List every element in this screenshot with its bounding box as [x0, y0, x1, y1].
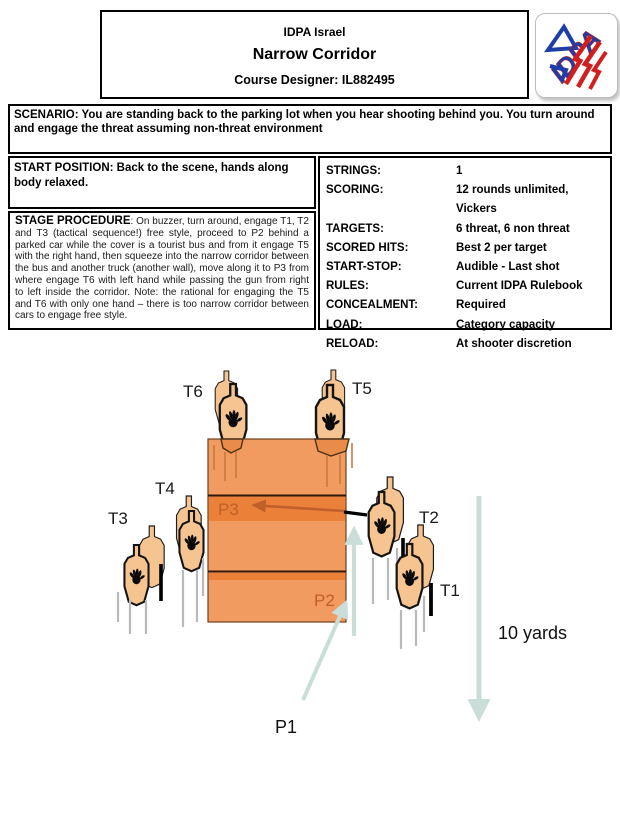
stage-procedure-label: STAGE PROCEDURE — [15, 215, 131, 227]
info-value: Audible - Last shot — [456, 261, 560, 274]
info-value: At shooter discretion — [456, 337, 572, 350]
info-label: TARGETS: — [326, 222, 384, 235]
stage-procedure-text: : On buzzer, turn around, engage T1, T2 and T3 (tactical sequence!) free style, proceed to P2 behind a parked car while the cover is a tourist bus and from it engage T5 with the right hand, then squeeze into the narrow corridor between the bus and another truck (another wall), move along it to P3 from where engage T6 with left hand while passing the gun from right to left inside the corridor. Note: the rational for engaging the T5 and T6 with only one hand – there is too narrow corridor between cars to engage free style. — [15, 216, 309, 322]
label-p2: P2 — [314, 591, 335, 610]
info-value: 12 rounds unlimited, Vickers — [456, 184, 569, 216]
info-label: LOAD: — [326, 318, 363, 331]
label-t6: T6 — [183, 382, 203, 401]
info-label: CONCEALMENT: — [326, 299, 418, 312]
wall-stub-line — [344, 512, 367, 515]
start-position-label: START POSITION: — [14, 162, 114, 174]
target-group-t3 — [118, 526, 164, 634]
distance-label: 10 yards — [498, 623, 568, 643]
info-label: RULES: — [326, 280, 369, 293]
car-top-band — [209, 573, 346, 580]
stage-title: Narrow Corridor — [252, 46, 377, 63]
info-value: 1 — [456, 165, 463, 177]
label-t2: T2 — [419, 508, 439, 527]
scenario-text: You are standing back to the parking lot when you hear shooting behind you. You turn around and engage the threat assuming non-threat environment — [14, 109, 595, 135]
label-t1: T1 — [440, 581, 460, 600]
info-value: 6 threat, 6 non threat — [456, 222, 570, 235]
label-p3: P3 — [218, 500, 239, 519]
scenario-label: SCENARIO: — [14, 109, 79, 121]
info-label: SCORED HITS: — [326, 241, 409, 254]
organization-name: IDPA Israel — [283, 25, 346, 39]
info-value: Current IDPA Rulebook — [456, 280, 583, 293]
course-designer: Course Designer: IL882495 — [234, 73, 395, 87]
info-value: Category capacity — [456, 318, 556, 331]
info-label: STRINGS: — [326, 165, 381, 177]
label-t5: T5 — [352, 379, 372, 398]
label-t4: T4 — [155, 479, 175, 498]
info-value: Best 2 per target — [456, 241, 547, 254]
logo-letters: IDPA — [544, 23, 607, 89]
info-label: RELOAD: — [326, 337, 379, 350]
label-p1: P1 — [275, 717, 298, 737]
info-value: Required — [456, 299, 506, 312]
target-group-t4 — [177, 496, 204, 627]
info-label: START-STOP: — [326, 261, 402, 274]
label-t3: T3 — [108, 509, 128, 528]
info-label: SCORING: — [326, 184, 384, 197]
start-position-text: Back to the scene, hands along body relaxed. — [14, 162, 289, 189]
